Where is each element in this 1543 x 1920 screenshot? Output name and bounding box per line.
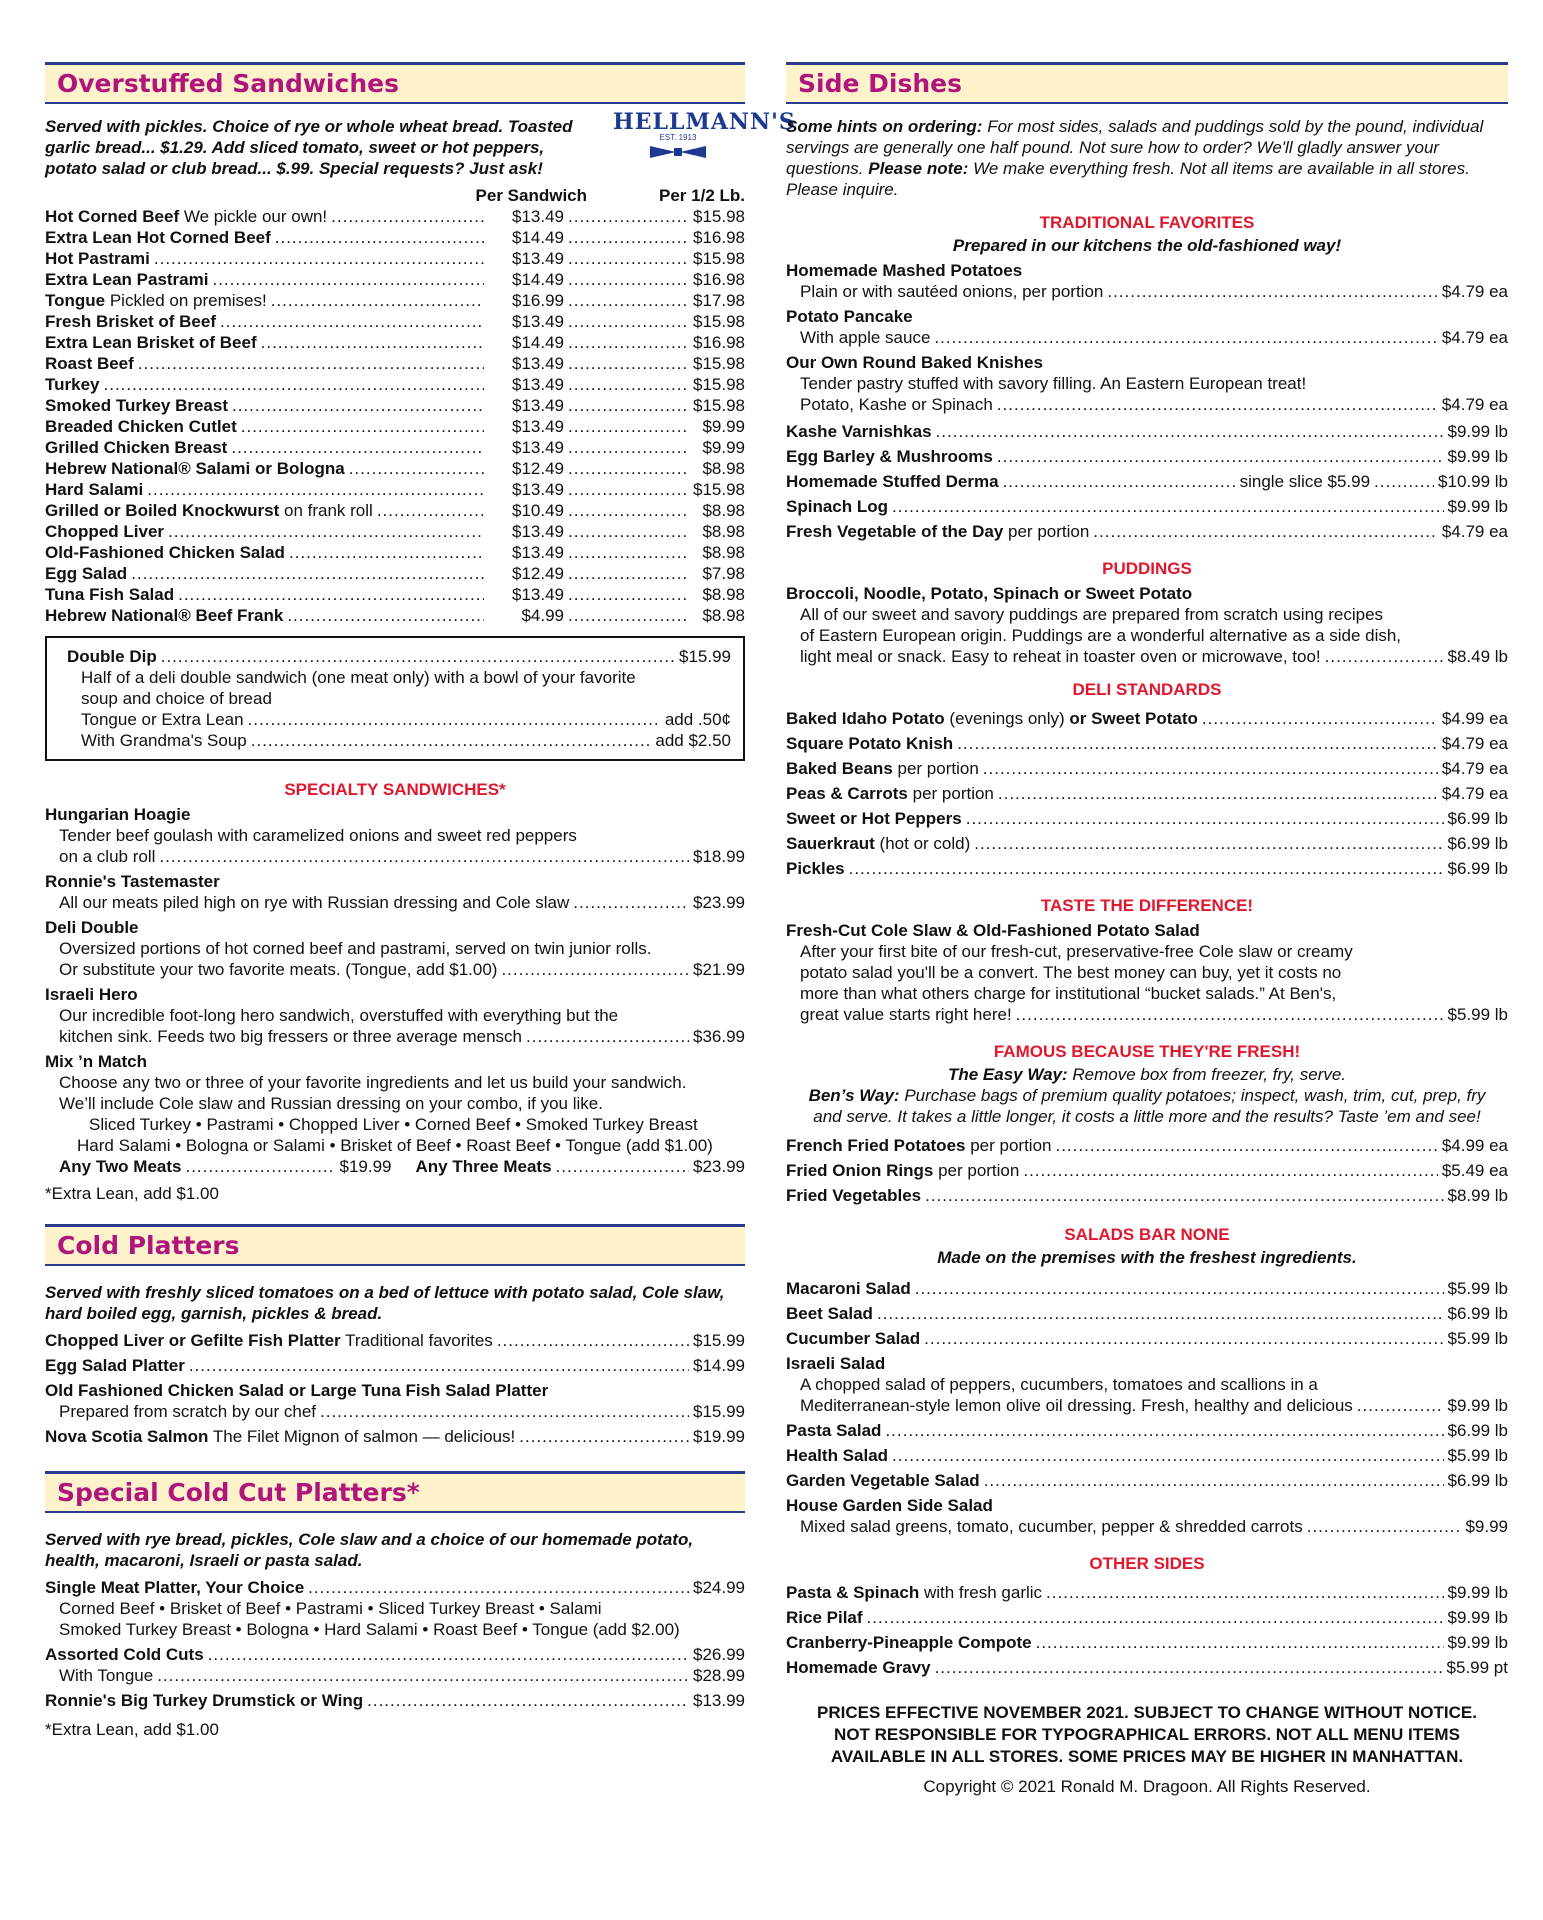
price-per-half-lb: $16.98: [693, 333, 745, 352]
menu-row: Macaroni Salad ..... $5.99 lb: [786, 1278, 1508, 1299]
menu-row: Fried Vegetables ..... $8.99 lb: [786, 1185, 1508, 1206]
price-per-half-lb: $15.98: [693, 249, 745, 268]
price: $6.99 lb: [1447, 1304, 1508, 1323]
price-per-sandwich: $13.49: [512, 354, 564, 373]
right-column: Side Dishes Some hints on ordering: For most sides, salads and puddings sold by the pound, individual servings are generally one half pound. Not sure how to order? We'll gladly answer your questions. Please note: We make everything fresh. Not all items are available in all stores. Please inquire. TRADITIONAL FAVORITES Prepared in our kitchens the old-fashioned way! Homemade Mashed Potatoes Plain or with sautéed onions, per portion ..... $4.79 ea Potato Pancake With apple sauce ..... $4.79 ea Our Own Round Baked Knishes Tender pastry stuffed with savory filling. An Eastern European treat! Potato, Kashe or Spinach ..... $4.79 ea Kashe Varnishkas ..... $9.99 lb Egg Barley & Mushrooms ..... $9.99 lb Homemade Stuffed Derma ..... single slice $5.99 ..... $10.99 lb Spinach Log ..... $9.99 lb Fresh Vegetable of the Day per portion ..... $4.79 ea PUDDINGS Broccoli, Noodle, Potato, Spinach or Sweet Potato All of our sweet and savory puddings are prepared from scratch using recipes of Eastern European origin. Puddings are a wonderful alternative as a side dish, light meal or snack. Easy to reheat in toaster oven or microwave, too! ..... $8.49 lb DELI STANDARDS Baked Idaho Potato (evenings only) or Sweet Potato ..... $4.99 ea Square Potato Knish ..... $4.79 ea Baked Beans per portion ..... $4.79 ea Peas & Carrots per portion ..... $4.79 ea Sweet or Hot Peppers ..... $6.99 lb Sauerkraut (hot or cold) ..... $6.99 lb Pickles ..... $6.99 lb TASTE THE DIFFERENCE! Fresh-Cut Cole Slaw & Old-Fashioned Potato Salad After your first bite of our fresh-cut, preservative-free Cole slaw or creamy potato salad you'll be a convert. The best money can buy, yet it costs no more than what others charge for institutional “bucket salads.” At Ben's, great value starts right here! ..... $5.99 lb FAMOUS BECAUSE THEY'RE FRESH! The Easy Way: Remove box from freezer, fry, serve. Ben’s Way: Purchase bags of premium quality potatoes; inspect, wash, trim, cut, prep, fry and serve. It takes a little longer, it costs a little more and the results? Taste ’em and see! French Fried Potatoes per portion ..... $4.99 ea Fried Onion Rings per portion ..... $5.49 ea Fried Vegetables ..... $8.99 lb SALADS BAR NONE Made on the premises with the freshest ingredients. Macaroni Salad ..... $5.99 lb Beet Salad ..... $6.99 lb Cucumber Salad ..... $5.99 lb Israeli Salad A chopped salad of peppers, cucumbers, tomatoes and scallions in a Mediterranean-style lemon olive oil dressing. Fresh, healthy and delicious ..... $9.99 lb Pasta Salad ..... $6.99 lb Health Salad ..... $5.99 lb Garden Vegetable Salad ..... $6.99 lb House Garden Side Salad Mixed salad greens, tomato, cucumber, pepper & shredded carrots ..... $9.99 OTHER SIDES Pasta & Spinach with fresh garlic ..... $9.99 lb Rice Pilaf ..... $9.99 lb Cranberry-Pineapple Compote ..... $9.99 lb Homemade Gravy ..... $5.99 pt PRICES EFFECTIVE NOVEMBER 2021. SUBJECT TO CHANGE WITHOUT NOTICE. NOT RESPONSIBLE FOR TYPOGRAPHICAL ERRORS. NOT ALL MENU ITEMS AVAILABLE IN ALL STORES. SOME PRICES MAY BE HIGHER IN MANHATTAN. Copyright © 2021 Ronald M. Dragoon. All Rights Reserved.: [786, 62, 1508, 1797]
price-per-half-lb: $7.98: [702, 564, 745, 583]
price-per-sandwich: $14.49: [512, 270, 564, 289]
price-per-sandwich: $13.49: [512, 375, 564, 394]
menu-row: Health Salad ..... $5.99 lb: [786, 1445, 1508, 1466]
price-per-half-lb: $15.98: [693, 354, 745, 373]
sandwich-row: Hard Salami ..... $13.49 ..... $15.98: [45, 479, 745, 500]
menu-row: Sauerkraut (hot or cold) ..... $6.99 lb: [786, 833, 1508, 854]
traditional-list: Homemade Mashed Potatoes Plain or with sautéed onions, per portion ..... $4.79 ea Potato Pancake With apple sauce ..... $4.79 ea Our Own Round Baked Knishes Tender pastry stuffed with savory filling. An Eastern European treat! Potato, Kashe or Spinach ..... $4.79 ea Kashe Varnishkas ..... $9.99 lb Egg Barley & Mushrooms ..... $9.99 lb Homemade Stuffed Derma ..... single slice $5.99 ..... $10.99 lb Spinach Log ..... $9.99 lb Fresh Vegetable of the Day per portion ..... $4.79 ea: [786, 260, 1508, 542]
price-per-half-lb: $15.98: [693, 480, 745, 499]
sandwich-row: Grilled Chicken Breast ..... $13.49 ..... $9.99: [45, 437, 745, 458]
salads-heading: SALADS BAR NONE: [1064, 1225, 1230, 1244]
sandwich-row: Fresh Brisket of Beef ..... $13.49 ..... $15.98: [45, 311, 745, 332]
easy-way: The Easy Way: Remove box from freezer, fry, serve.: [947, 1065, 1347, 1084]
sandwich-row: Hot Pastrami ..... $13.49 ..... $15.98: [45, 248, 745, 269]
sandwich-row: Smoked Turkey Breast ..... $13.49 ..... $15.98: [45, 395, 745, 416]
price-per-half-lb: $8.98: [702, 543, 745, 562]
price-per-sandwich: $14.49: [512, 228, 564, 247]
price: $9.99 lb: [1447, 497, 1508, 516]
fried-list: [786, 1135, 1508, 1206]
price-per-sandwich: $13.49: [512, 396, 564, 415]
menu-row: Pasta Salad ..... $6.99 lb: [786, 1420, 1508, 1441]
price-per-half-lb: $16.98: [693, 270, 745, 289]
price-per-half-lb: $15.98: [693, 375, 745, 394]
sandwich-row: Tongue Pickled on premises! ..... $16.99 ..... $17.98: [45, 290, 745, 311]
price-disclaimer: PRICES EFFECTIVE NOVEMBER 2021. SUBJECT TO CHANGE WITHOUT NOTICE. NOT RESPONSIBLE FOR TYPOGRAPHICAL ERRORS. NOT ALL MENU ITEMS AVAILABLE IN ALL STORES. SOME PRICES MAY BE HIGHER IN MANHATTAN.: [817, 1703, 1477, 1766]
deli-standards-list: [786, 708, 1508, 879]
price-per-half-lb: $8.98: [702, 501, 745, 520]
menu-row: Pasta & Spinach with fresh garlic ..... $9.99 lb: [786, 1582, 1508, 1603]
sandwich-row: Old-Fashioned Chicken Salad ..... $13.49 ..... $8.98: [45, 542, 745, 563]
price-per-sandwich: $13.49: [512, 480, 564, 499]
price-per-sandwich: $13.49: [512, 438, 564, 457]
double-dip-box: Double Dip ..... $15.99 Half of a deli double sandwich (one meat only) with a bowl of your favorite soup and choice of bread Tongue or Extra Lean ..... add .50¢ With Grandma's Soup ..... add $2.50: [45, 636, 745, 761]
sandwiches-intro: Served with pickles. Choice of rye or whole wheat bread. Toasted garlic bread... $1.29. Add sliced tomato, sweet or hot peppers, potato salad or club bread... $.99. Special requests? Just ask!: [45, 117, 573, 178]
copyright: Copyright © 2021 Ronald M. Dragoon. All Rights Reserved.: [923, 1777, 1371, 1796]
price-per-sandwich: $13.49: [512, 543, 564, 562]
cold-platters-heading: Cold Platters: [45, 1224, 745, 1266]
deli-standards-heading: DELI STANDARDS: [1072, 680, 1222, 699]
price-per-half-lb: $16.98: [693, 228, 745, 247]
specialty-list: Hungarian Hoagie Tender beef goulash with caramelized onions and sweet red peppers on a club roll ..... $18.99 Ronnie's Tastemaster All our meats piled high on rye with Russian dressing and Cole slaw ..... $23.99 Deli Double Oversized portions of hot corned beef and pastrami, served on twin junior rolls. Or substitute your two favorite meats. (Tongue, add $1.00) ..... $21.99 Israeli Hero Our incredible foot-long hero sandwich, overstuffed with everything but the kitchen sink. Feeds two big fressers or three average mensch ..... $36.99 Mix ’n Match Choose any two or three of your favorite ingredients and let us build your sandwich. We’ll include Cole slaw and Russian dressing on your combo, if you like. Sliced Turkey • Pastrami • Chopped Liver • Corned Beef • Smoked Turkey Breast Hard Salami • Bologna or Salami • Brisket of Beef • Roast Beef • Tongue (add $1.00) Any Two Meats ..... $19.99 Any Three Meats ..... $23.99 *Extra Lean, add $1.00: [45, 804, 745, 1204]
menu-row: Cucumber Salad ..... $5.99 lb: [786, 1328, 1508, 1349]
price: $6.99 lb: [1447, 1471, 1508, 1490]
cold-cut-list: Single Meat Platter, Your Choice ..... $24.99 Corned Beef • Brisket of Beef • Pastrami • Sliced Turkey Breast • Salami Smoked Turkey Breast • Bologna • Hard Salami • Roast Beef • Tongue (add $2.00) Assorted Cold Cuts ..... $26.99 With Tongue ..... $28.99 Ronnie's Big Turkey Drumstick or Wing ..... $13.99 *Extra Lean, add $1.00: [45, 1577, 745, 1740]
menu-row: Fresh Vegetable of the Day per portion ..... $4.79 ea: [786, 521, 1508, 542]
price: $5.99 lb: [1447, 1329, 1508, 1348]
price: $5.99 lb: [1447, 1446, 1508, 1465]
menu-row: Cranberry-Pineapple Compote ..... $9.99 lb: [786, 1632, 1508, 1653]
price-per-sandwich: $14.49: [512, 333, 564, 352]
specialty-heading: SPECIALTY SANDWICHES*: [284, 780, 506, 799]
price-per-half-lb: $15.98: [693, 312, 745, 331]
sandwich-row: Roast Beef ..... $13.49 ..... $15.98: [45, 353, 745, 374]
price: $6.99 lb: [1447, 809, 1508, 828]
price: $5.99 pt: [1446, 1658, 1508, 1677]
sandwich-row: Breaded Chicken Cutlet ..... $13.49 ..... $9.99: [45, 416, 745, 437]
price-per-half-lb: $8.98: [702, 606, 745, 625]
menu-row: Square Potato Knish ..... $4.79 ea: [786, 733, 1508, 754]
price: $9.99 lb: [1447, 1583, 1508, 1602]
menu-row: Egg Barley & Mushrooms ..... $9.99 lb: [786, 446, 1508, 467]
cold-cut-heading: Special Cold Cut Platters*: [45, 1471, 745, 1513]
taste-heading: TASTE THE DIFFERENCE!: [1040, 896, 1254, 915]
menu-row: Beet Salad ..... $6.99 lb: [786, 1303, 1508, 1324]
menu-row: Garden Vegetable Salad ..... $6.99 lb: [786, 1470, 1508, 1491]
hellmanns-logo: HELLMANN'S EST. 1913: [613, 112, 743, 167]
sandwich-row: Hebrew National® Salami or Bologna ..... $12.49 ..... $8.98: [45, 458, 745, 479]
menu-row: Sweet or Hot Peppers ..... $6.99 lb: [786, 808, 1508, 829]
price: $9.99 lb: [1447, 447, 1508, 466]
sandwich-row: Extra Lean Brisket of Beef ..... $14.49 ..... $16.98: [45, 332, 745, 353]
side-dishes-intro: Some hints on ordering: For most sides, salads and puddings sold by the pound, individual servings are generally one half pound. Not sure how to order? We'll gladly answer your questions. Please note: We make everything fresh. Not all items are available in all stores. Please inquire.: [786, 117, 1484, 199]
other-sides-list: [786, 1582, 1508, 1678]
price-per-half-lb: $17.98: [693, 291, 745, 310]
price-per-sandwich: $13.49: [512, 585, 564, 604]
sandwich-row: Turkey ..... $13.49 ..... $15.98: [45, 374, 745, 395]
salads-list: Macaroni Salad ..... $5.99 lb Beet Salad ..... $6.99 lb Cucumber Salad ..... $5.99 lb Israeli Salad A chopped salad of peppers, cucumbers, tomatoes and scallions in a Mediterranean-style lemon olive oil dressing. Fresh, healthy and delicious ..... $9.99 lb Pasta Salad ..... $6.99 lb Health Salad ..... $5.99 lb Garden Vegetable Salad ..... $6.99 lb House Garden Side Salad Mixed salad greens, tomato, cucumber, pepper & shredded carrots ..... $9.99: [786, 1278, 1508, 1537]
menu-row: French Fried Potatoes per portion ..... $4.99 ea: [786, 1135, 1508, 1156]
fresh-heading: FAMOUS BECAUSE THEY'RE FRESH!: [993, 1042, 1301, 1061]
menu-row: Baked Beans per portion ..... $4.79 ea: [786, 758, 1508, 779]
price-per-sandwich: $10.49: [512, 501, 564, 520]
price: $4.99 ea: [1441, 709, 1508, 728]
price-per-sandwich: $13.49: [512, 249, 564, 268]
cold-cut-intro: Served with rye bread, pickles, Cole slaw and a choice of our homemade potato, health, macaroni, Israeli or pasta salad.: [45, 1530, 694, 1570]
price-per-sandwich: $16.99: [512, 291, 564, 310]
price: $5.49 ea: [1441, 1161, 1508, 1180]
sandwich-row: Chopped Liver ..... $13.49 ..... $8.98: [45, 521, 745, 542]
price-per-half-lb: $8.98: [702, 459, 745, 478]
menu-row: Spinach Log ..... $9.99 lb: [786, 496, 1508, 517]
other-sides-heading: OTHER SIDES: [1089, 1554, 1205, 1573]
price-per-sandwich: $13.49: [512, 417, 564, 436]
traditional-heading: TRADITIONAL FAVORITES: [1039, 213, 1255, 232]
cold-platters-intro: Served with freshly sliced tomatoes on a bed of lettuce with potato salad, Cole slaw, hard boiled egg, garnish, pickles & bread.: [45, 1283, 725, 1323]
sandwich-row: Egg Salad ..... $12.49 ..... $7.98: [45, 563, 745, 584]
price: $8.99 lb: [1447, 1186, 1508, 1205]
price: $6.99 lb: [1447, 834, 1508, 853]
menu-row: Baked Idaho Potato (evenings only) or Sweet Potato ..... $4.99 ea: [786, 708, 1508, 729]
price: $4.79 ea: [1441, 759, 1508, 778]
price-per-half-lb: $9.99: [702, 417, 745, 436]
sandwich-row: Hebrew National® Beef Frank ..... $4.99 ..... $8.98: [45, 605, 745, 626]
price: $9.99 lb: [1447, 422, 1508, 441]
sandwich-row: Tuna Fish Salad ..... $13.49 ..... $8.98: [45, 584, 745, 605]
menu-row: Peas & Carrots per portion ..... $4.79 ea: [786, 783, 1508, 804]
menu-row: Kashe Varnishkas ..... $9.99 lb: [786, 421, 1508, 442]
price: $6.99 lb: [1447, 1421, 1508, 1440]
menu-row: Rice Pilaf ..... $9.99 lb: [786, 1607, 1508, 1628]
price: $4.79 ea: [1441, 734, 1508, 753]
bens-way: Ben’s Way: Purchase bags of premium quality potatoes; inspect, wash, trim, cut, prep, fry: [808, 1086, 1486, 1105]
price-per-half-lb: $15.98: [693, 207, 745, 226]
price-per-sandwich: $4.99: [521, 606, 564, 625]
price-per-sandwich: $13.49: [512, 522, 564, 541]
menu-row: Fried Onion Rings per portion ..... $5.49 ea: [786, 1160, 1508, 1181]
sandwich-col-headers: Per Sandwich Per 1/2 Lb.: [475, 186, 745, 205]
slaw-item: Fresh-Cut Cole Slaw & Old-Fashioned Potato Salad After your first bite of our fresh-cut, preservative-free Cole slaw or creamy potato salad you'll be a convert. The best money can buy, yet it costs no more than what others charge for institutional “bucket salads.” At Ben's, great value starts right here! ..... $5.99 lb: [786, 920, 1508, 1025]
sandwich-row: Extra Lean Pastrami ..... $14.49 ..... $16.98: [45, 269, 745, 290]
price-per-half-lb: $8.98: [702, 585, 745, 604]
sandwich-row: Extra Lean Hot Corned Beef ..... $14.49 ..... $16.98: [45, 227, 745, 248]
price-per-half-lb: $8.98: [702, 522, 745, 541]
puddings-list: Broccoli, Noodle, Potato, Spinach or Sweet Potato All of our sweet and savory puddings are prepared from scratch using recipes of Eastern European origin. Puddings are a wonderful alternative as a side dish, light meal or snack. Easy to reheat in toaster oven or microwave, too! ..... $8.49 lb: [786, 583, 1508, 667]
side-dishes-heading: Side Dishes: [786, 62, 1508, 104]
price: $4.99 ea: [1441, 1136, 1508, 1155]
price: $9.99 lb: [1447, 1633, 1508, 1652]
menu-row: Pickles ..... $6.99 lb: [786, 858, 1508, 879]
sandwich-row: Hot Corned Beef We pickle our own! ..... $13.49 ..... $15.98: [45, 206, 745, 227]
price-per-half-lb: $15.98: [693, 396, 745, 415]
cold-platters-list: Chopped Liver or Gefilte Fish Platter Traditional favorites ..... $15.99 Egg Salad Platter ..... $14.99 Old Fashioned Chicken Salad or Large Tuna Fish Salad Platter Prepared from scratch by our chef ..... $15.99 Nova Scotia Salmon The Filet Mignon of salmon — delicious! ..... $19.99: [45, 1330, 745, 1447]
sandwiches-heading: Overstuffed Sandwiches: [45, 62, 745, 104]
price-per-sandwich: $13.49: [512, 207, 564, 226]
price: $9.99 lb: [1447, 1608, 1508, 1627]
price: $4.79 ea: [1441, 522, 1508, 541]
price-per-sandwich: $13.49: [512, 312, 564, 331]
price: $5.99 lb: [1447, 1279, 1508, 1298]
sandwich-row: Grilled or Boiled Knockwurst on frank roll ..... $10.49 ..... $8.98: [45, 500, 745, 521]
menu-row: Homemade Gravy ..... $5.99 pt: [786, 1657, 1508, 1678]
sandwich-list: [45, 206, 745, 626]
price-per-sandwich: $12.49: [512, 564, 564, 583]
price: $6.99 lb: [1447, 859, 1508, 878]
left-column: [45, 62, 796, 1740]
price-per-sandwich: $12.49: [512, 459, 564, 478]
puddings-heading: PUDDINGS: [1102, 559, 1192, 578]
price-per-half-lb: $9.99: [702, 438, 745, 457]
price: $4.79 ea: [1441, 784, 1508, 803]
